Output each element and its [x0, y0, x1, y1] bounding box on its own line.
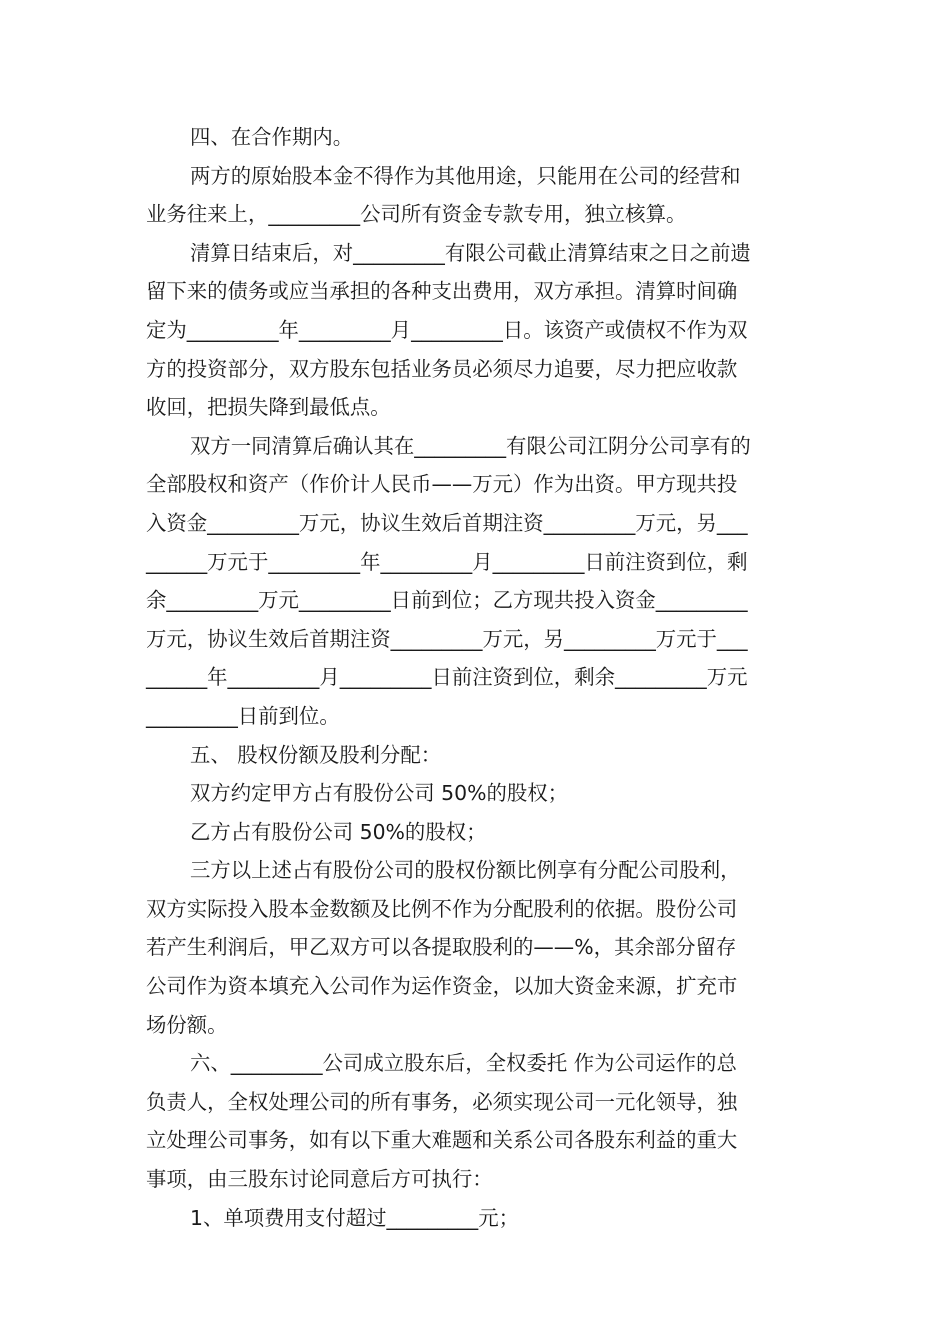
paragraph-line: 若产生利润后，甲乙双方可以各提取股利的——%，其余部分留存	[146, 935, 737, 960]
paragraph-line: 负责人，全权处理公司的所有事务，必须实现公司一元化领导，独	[146, 1089, 738, 1114]
paragraph-line: 入资金_________万元，协议生效后首期注资_________万元，另___	[146, 510, 748, 535]
paragraph-line: 清算日结束后，对_________有限公司截止清算结束之日之前遗	[190, 240, 751, 265]
document-body	[146, 118, 806, 1237]
paragraph-line: 双方一同清算后确认其在_________有限公司江阴分公司享有的	[190, 433, 751, 458]
paragraph-line: 公司作为资本填充入公司作为运作资金，以加大资金来源，扩充市	[146, 974, 738, 999]
paragraph-line: 留下来的债务或应当承担的各种支出费用，双方承担。清算时间确	[146, 279, 738, 304]
paragraph-line: ______万元于_________年_________月_________日前注资到位，剩	[146, 549, 748, 574]
section-heading-4: 四、在合作期内。	[190, 125, 354, 149]
paragraph-line: 万元，协议生效后首期注资_________万元，另_________万元于___	[146, 626, 748, 651]
paragraph-line: 定为_________年_________月_________日。该资产或债权不作为双	[146, 317, 748, 342]
section-heading-5: 五、 股权份额及股利分配：	[190, 742, 442, 767]
paragraph-line: _________日前到位。	[146, 703, 340, 728]
paragraph-line: 方的投资部分，双方股东包括业务员必须尽力追要，尽力把应收款	[146, 356, 738, 381]
paragraph-line: 两方的原始股本金不得作为其他用途，只能用在公司的经营和	[190, 163, 741, 188]
paragraph-line: 三方以上述占有股份公司的股权份额比例享有分配公司股利，	[190, 858, 741, 883]
paragraph-line: 余_________万元_________日前到位；乙方现共投入资金_________	[146, 588, 748, 613]
paragraph-line: 收回，把损失降到最低点。	[146, 395, 391, 420]
paragraph-line: 双方实际投入股本金数额及比例不作为分配股利的依据。股份公司	[146, 896, 738, 921]
section-heading-6: 六、_________公司成立股东后，全权委托 作为公司运作的总	[190, 1051, 737, 1076]
paragraph-line: 业务往来上，_________公司所有资金专款专用，独立核算。	[146, 202, 687, 227]
paragraph-line: 场份额。	[146, 1012, 228, 1037]
paragraph-line: 乙方占有股份公司 50%的股权；	[190, 819, 487, 844]
paragraph-line: ______年_________月_________日前注资到位，剩余_________万元	[146, 665, 748, 690]
paragraph-line: 事项，由三股东讨论同意后方可执行：	[146, 1167, 493, 1192]
paragraph-line: 立处理公司事务，如有以下重大难题和关系公司各股东利益的重大	[146, 1128, 738, 1153]
list-item: 1、单项费用支付超过_________元；	[190, 1205, 520, 1230]
paragraph-line: 双方约定甲方占有股份公司 50%的股权；	[190, 781, 569, 806]
paragraph-line: 全部股权和资产（作价计人民币——万元）作为出资。甲方现共投	[146, 472, 738, 497]
